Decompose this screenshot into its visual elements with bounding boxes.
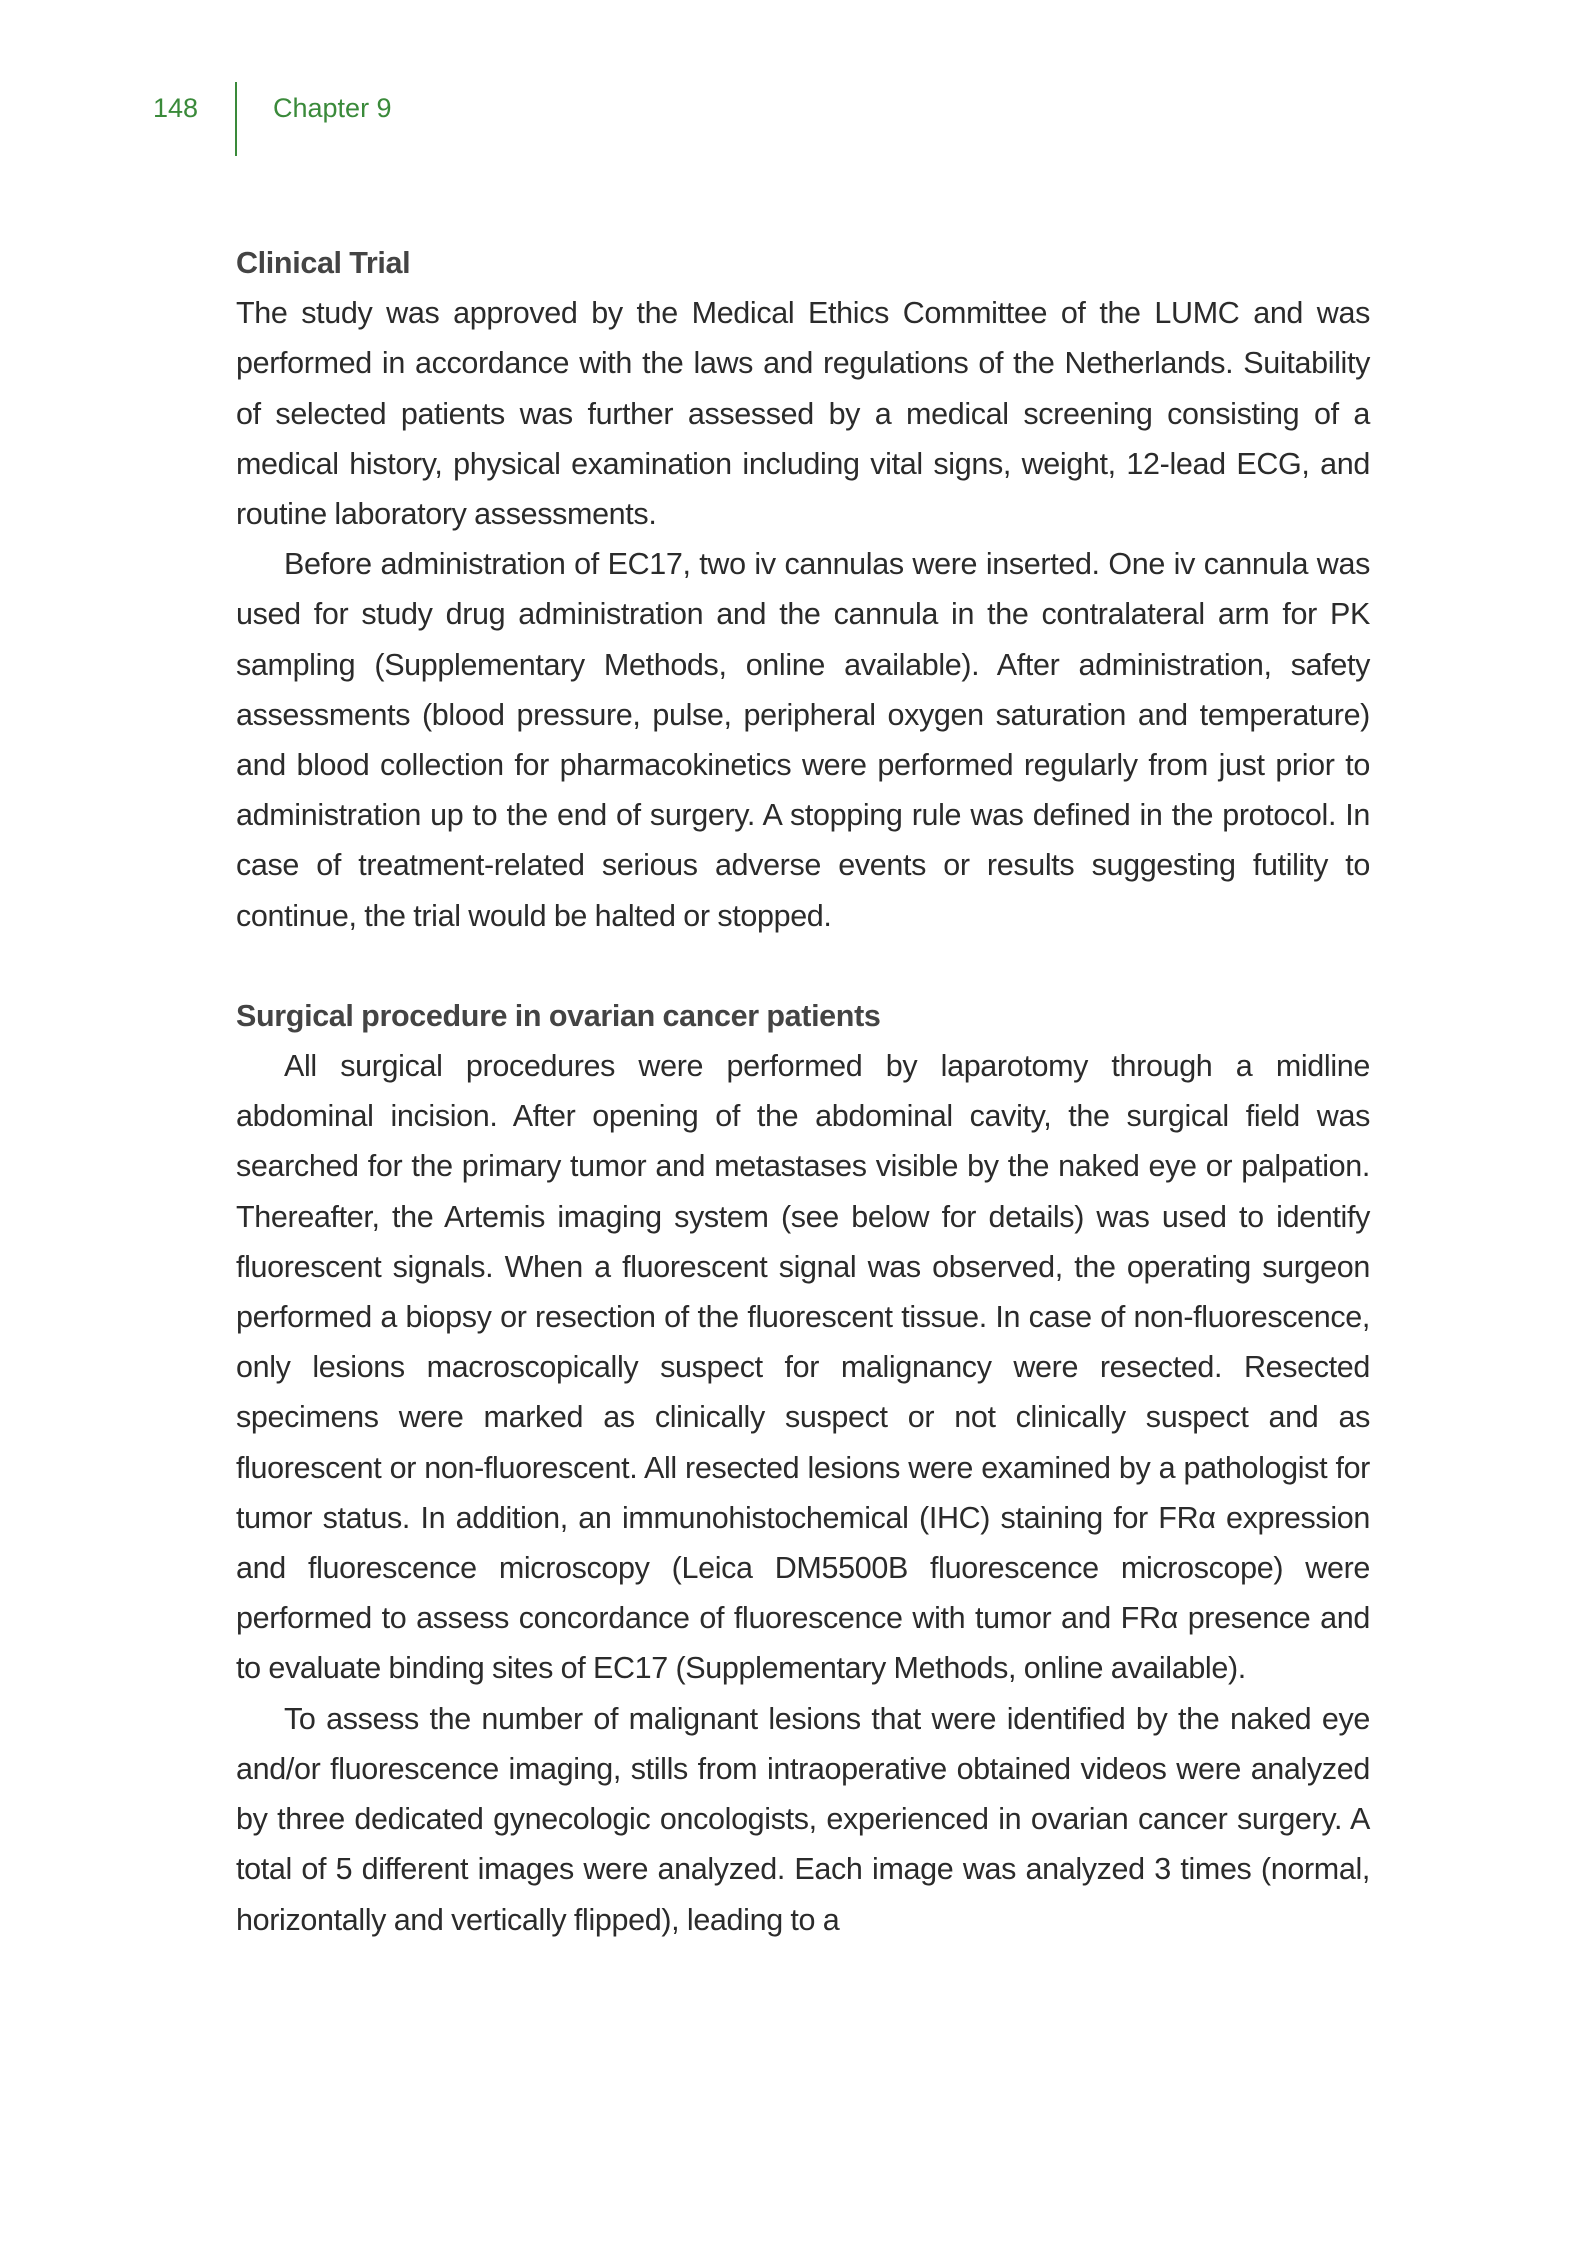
chapter-title: Chapter 9: [273, 93, 392, 123]
section-heading-clinical-trial: Clinical Trial: [236, 246, 411, 280]
paragraph: Before administration of EC17, two iv cannulas were inserted. One iv cannula was used for study drug administration and the cannula in the contralateral arm for PK sampling (Supplementary Methods, online available). After administration, safety assessments (blood pressure, pulse, peripheral oxygen saturation and temperature) and blood collection for pharmacokinetics were performed regularly from just prior to administration up to the end of surgery. A stopping rule was defined in the protocol. In case of treatment-related serious adverse events or results suggesting futility to continue, the trial would be halted or stopped.: [236, 547, 1370, 933]
page-number: 148: [153, 93, 199, 123]
section-heading-surgical-procedure: Surgical procedure in ovarian cancer patients: [236, 998, 881, 1033]
paragraph: The study was approved by the Medical Ethics Committee of the LUMC and was performed in accordance with the laws and regulations of the Netherlands. Suitability of selected patients was further assessed by a medical screening consisting of a medical history, physical examination including vital signs, weight, 12-lead ECG, and routine laboratory assessments.: [236, 296, 1370, 532]
body-text: [236, 238, 1370, 1945]
paragraph: To assess the number of malignant lesions that were identified by the naked eye and/or fluorescence imaging, stills from intraoperative obtained videos were analyzed by three dedicated gynecologic oncologists, experienced in ovarian cancer surgery. A total of 5 different images were analyzed. Each image was analyzed 3 times (normal, horizontally and vertically flipped), leading to a: [236, 1701, 1370, 1937]
paragraph: All surgical procedures were performed by laparotomy through a midline abdominal incision. After opening of the abdominal cavity, the surgical field was searched for the primary tumor and metastases visible by the naked eye or palpation. Thereafter, the Artemis imaging system (see below for details) was used to identify fluorescent signals. When a fluorescent signal was observed, the operating surgeon performed a biopsy or resection of the fluorescent tissue. In case of non-fluorescence, only lesions macroscopically suspect for malignancy were resected. Resected specimens were marked as clinically suspect or not clinically suspect and as fluorescent or non-fluorescent. All resected lesions were examined by a pathologist for tumor status. In addition, an immunohistochemical (IHC) staining for FRα expression and fluorescence microscopy (Leica DM5500B fluorescence microscope) were performed to assess concordance of fluorescence with tumor and FRα presence and to evaluate binding sites of EC17 (Supplementary Methods, online available).: [236, 1049, 1370, 1686]
header-divider: [235, 82, 237, 156]
section-gap: [236, 941, 1370, 991]
